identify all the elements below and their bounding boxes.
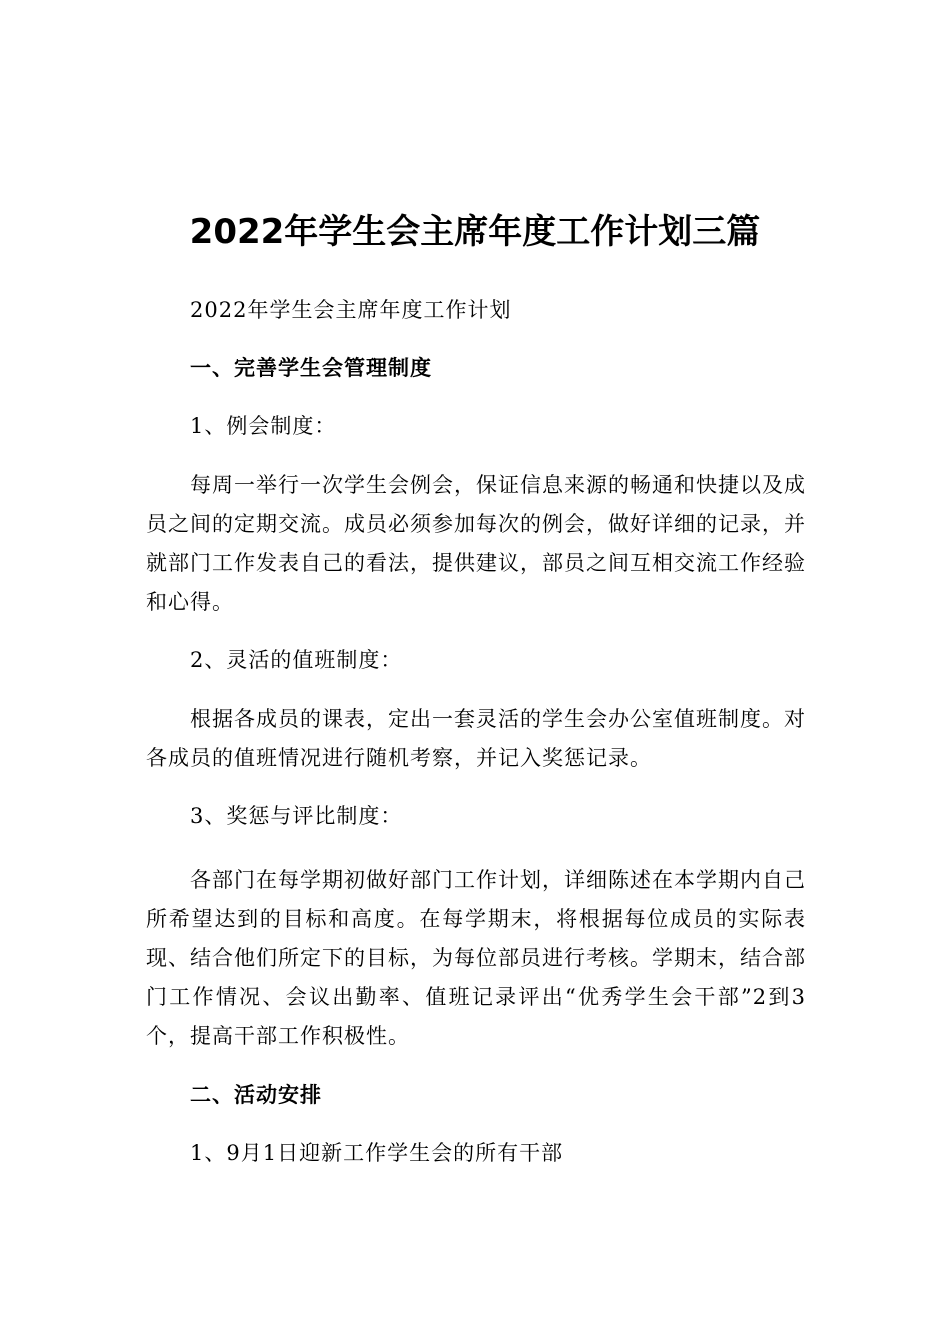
paragraph-meeting: 每周一举行一次学生会例会，保证信息来源的畅通和快捷以及成员之间的定期交流。成员必须参加每次的例会，做好详细的记录，并就部门工作发表自己的看法，提供建议，部员之间互相交流工作经验和心得。 <box>146 473 806 614</box>
document-title: 2022年学生会主席年度工作计划三篇 <box>189 212 761 252</box>
paragraph-reward: 各部门在每学期初做好部门工作计划，详细陈述在本学期内自己所希望达到的目标和高度。在每学期末，将根据每位成员的实际表现、结合他们所定下的目标，为每位部员进行考核。学期末，结合部门工作情况、会议出勤率、值班记录评出“优秀学生会干部”2到3个，提高干部工作积极性。 <box>146 868 806 1048</box>
item-heading-reward: 3、奖惩与评比制度： <box>190 804 403 828</box>
section-heading-1: 一、完善学生会管理制度 <box>190 356 432 380</box>
paragraph-duty: 根据各成员的课表，定出一套灵活的学生会办公室值班制度。对各成员的值班情况进行随机考察，并记入奖惩记录。 <box>146 707 806 770</box>
item-heading-meeting: 1、例会制度： <box>190 414 337 438</box>
item-activity-1: 1、9月1日迎新工作学生会的所有干部 <box>190 1141 564 1165</box>
section-heading-2: 二、活动安排 <box>190 1083 322 1107</box>
subtitle-paragraph: 2022年学生会主席年度工作计划 <box>190 298 512 322</box>
item-heading-duty: 2、灵活的值班制度： <box>190 648 403 672</box>
